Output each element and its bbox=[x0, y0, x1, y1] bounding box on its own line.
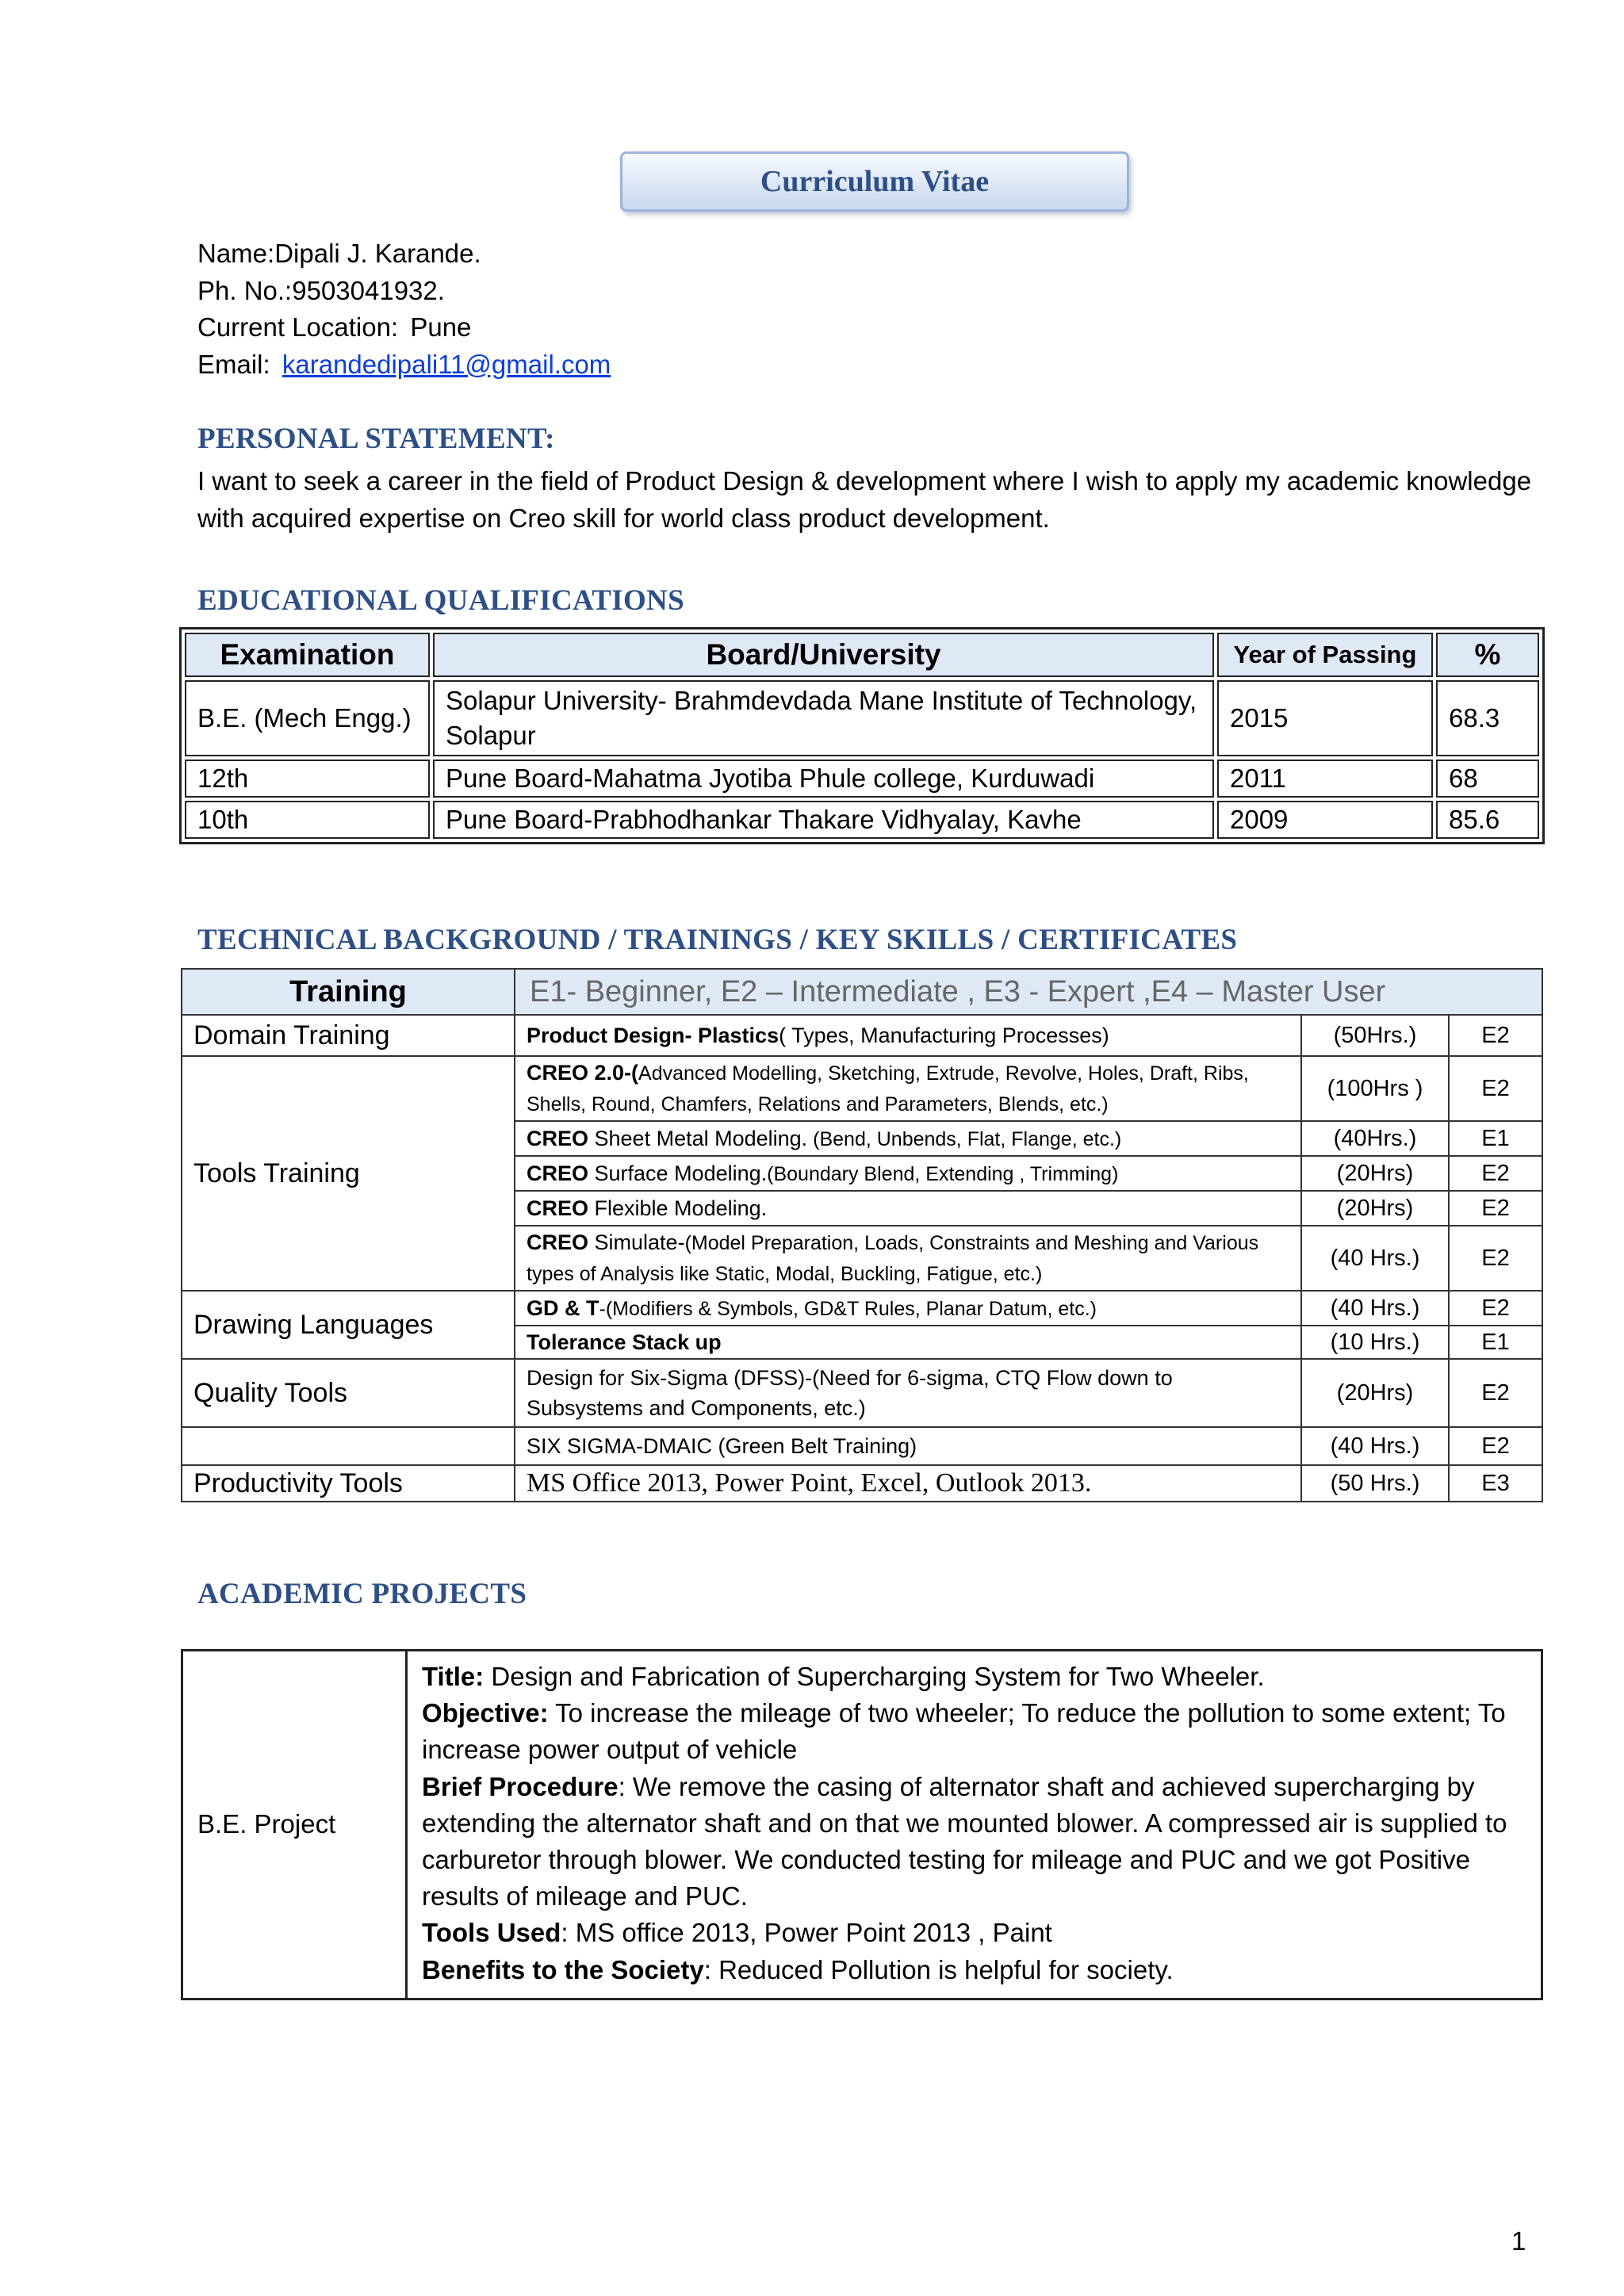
objective-label: Objective: bbox=[422, 1698, 549, 1728]
benefits-label: Benefits to the Society bbox=[422, 1954, 704, 1984]
skill-level: E1 bbox=[1450, 1326, 1543, 1360]
procedure-text: : We remove the casing of alternator shaft and achieved supercharging by extending the alternator shaft and on that we mounted blower. A compressed air is supplied to carburetor through blower. We conducted testing for mileage and PUC and we got Positive results of mileage and PUC. bbox=[422, 1771, 1507, 1911]
education-heading: EDUCATIONAL QUALIFICATIONS bbox=[197, 584, 684, 617]
header-examination: Examination bbox=[185, 633, 430, 677]
project-details bbox=[408, 1651, 1541, 1998]
title-text: Design and Fabrication of Supercharging System for Two Wheeler. bbox=[484, 1662, 1265, 1691]
category-tools: Tools Training bbox=[182, 1057, 515, 1292]
skill-rest: ( Types, Manufacturing Processes) bbox=[779, 1024, 1109, 1047]
contact-email-line bbox=[197, 346, 611, 384]
personal-statement-text: I want to seek a career in the field of Product Design & development where I wish to apply my academic knowledge with acquired expertise on Creo skill for world class product development. bbox=[197, 466, 1532, 533]
table-row bbox=[182, 1057, 1543, 1122]
skill-level: E1 bbox=[1450, 1122, 1543, 1157]
project-title-line bbox=[422, 1659, 1526, 1695]
skill-rest: Design for Six-Sigma (DFSS)-(Need for 6-sigma, CTQ Flow down to Subsystems and Components, etc.) bbox=[527, 1366, 1173, 1420]
personal-statement-heading: PERSONAL STATEMENT: bbox=[197, 423, 555, 455]
header-percent: % bbox=[1436, 633, 1539, 677]
skill-rest: SIX SIGMA-DMAIC (Green Belt Training) bbox=[527, 1434, 917, 1458]
objective-text: To increase the mileage of two wheeler; To reduce the pollution to some extent; To increase power output of vehicle bbox=[422, 1698, 1506, 1765]
contact-name-line bbox=[197, 235, 611, 273]
table-row bbox=[182, 1466, 1543, 1502]
skill-level: E2 bbox=[1450, 1057, 1543, 1122]
skill-level: E2 bbox=[1450, 1192, 1543, 1226]
skill-desc bbox=[515, 1016, 1302, 1057]
procedure-label: Brief Procedure bbox=[422, 1771, 619, 1801]
year-cell: 2015 bbox=[1217, 680, 1433, 756]
skill-level: E2 bbox=[1450, 1428, 1543, 1466]
table-row bbox=[185, 760, 1539, 798]
table-row bbox=[185, 680, 1539, 756]
percent-cell: 68.3 bbox=[1436, 680, 1539, 756]
skill-hours: (20Hrs) bbox=[1302, 1192, 1450, 1226]
exam-cell: 12th bbox=[185, 760, 430, 798]
technical-header-row bbox=[182, 970, 1543, 1016]
skill-level: E2 bbox=[1450, 1226, 1543, 1292]
skill-desc bbox=[515, 1326, 1302, 1360]
header-year: Year of Passing bbox=[1217, 633, 1433, 677]
category-quality: Quality Tools bbox=[182, 1360, 515, 1428]
skill-hours: (40 Hrs.) bbox=[1302, 1292, 1450, 1326]
skill-rest: Surface Modeling. bbox=[588, 1161, 768, 1185]
skill-level: E2 bbox=[1450, 1360, 1543, 1428]
category-domain: Domain Training bbox=[182, 1016, 515, 1057]
year-cell: 2011 bbox=[1217, 760, 1433, 798]
location-label: Current Location: bbox=[197, 312, 399, 342]
project-category: B.E. Project bbox=[183, 1651, 408, 1998]
skill-detail: (Model Preparation, Loads, Constraints and Meshing and Various types of Analysis like Static, Modal, Buckling, Fatigue, etc.) bbox=[527, 1232, 1259, 1285]
contact-location-line bbox=[197, 309, 611, 346]
percent-cell: 68 bbox=[1436, 760, 1539, 798]
skill-level: E3 bbox=[1450, 1466, 1543, 1502]
skill-desc bbox=[515, 1192, 1302, 1226]
skill-rest: Sheet Metal Modeling. bbox=[588, 1126, 808, 1150]
name-label: Name: bbox=[197, 239, 275, 268]
name-value: Dipali J. Karande. bbox=[274, 239, 481, 268]
header-levels: E1- Beginner, E2 – Intermediate , E3 - Expert ,E4 – Master User bbox=[515, 970, 1543, 1016]
skill-bold: Tolerance Stack up bbox=[527, 1330, 722, 1354]
technical-heading: TECHNICAL BACKGROUND / TRAININGS / KEY SKILLS / CERTIFICATES bbox=[197, 924, 1238, 956]
board-cell: Pune Board-Mahatma Jyotiba Phule college, Kurduwadi bbox=[433, 760, 1214, 798]
skill-desc bbox=[515, 1360, 1302, 1428]
skill-desc bbox=[515, 1226, 1302, 1292]
table-row bbox=[182, 1428, 1543, 1466]
skill-hours: (20Hrs) bbox=[1302, 1157, 1450, 1192]
header-board: Board/University bbox=[433, 633, 1214, 677]
table-row bbox=[182, 1360, 1543, 1428]
skill-rest: -(Modifiers & Symbols, GD&T Rules, Planar Datum, etc.) bbox=[599, 1297, 1097, 1320]
header-training: Training bbox=[182, 970, 515, 1016]
skill-detail: (Bend, Unbends, Flat, Flange, etc.) bbox=[807, 1127, 1122, 1150]
phone-label: Ph. No.: bbox=[197, 275, 293, 305]
skill-desc bbox=[515, 1292, 1302, 1326]
skill-level: E2 bbox=[1450, 1292, 1543, 1326]
projects-heading: ACADEMIC PROJECTS bbox=[197, 1578, 527, 1610]
project-objective-line bbox=[422, 1695, 1526, 1768]
technical-table bbox=[181, 968, 1543, 1502]
board-cell: Pune Board-Prabhodhankar Thakare Vidhyalay, Kavhe bbox=[433, 801, 1214, 839]
email-link[interactable]: karandedipali11@gmail.com bbox=[282, 349, 611, 379]
skill-rest: Flexible Modeling. bbox=[588, 1196, 768, 1220]
project-procedure-line bbox=[422, 1769, 1526, 1915]
board-cell: Solapur University- Brahmdevdada Mane Institute of Technology, Solapur bbox=[433, 680, 1214, 756]
category-productivity: Productivity Tools bbox=[182, 1466, 515, 1502]
exam-cell: B.E. (Mech Engg.) bbox=[185, 680, 430, 756]
cv-title-banner: Curriculum Vitae bbox=[620, 151, 1129, 212]
projects-table bbox=[181, 1649, 1543, 2000]
exam-cell: 10th bbox=[185, 801, 430, 839]
location-value: Pune bbox=[410, 312, 472, 342]
category-drawing: Drawing Languages bbox=[182, 1292, 515, 1360]
tools-text: : MS office 2013, Power Point 2013 , Paint bbox=[561, 1918, 1052, 1948]
skill-desc bbox=[515, 1428, 1302, 1466]
skill-detail: (Boundary Blend, Extending , Trimming) bbox=[767, 1162, 1119, 1185]
skill-hours: (50Hrs.) bbox=[1302, 1016, 1450, 1057]
skill-hours: (10 Hrs.) bbox=[1302, 1326, 1450, 1360]
skill-desc bbox=[515, 1122, 1302, 1157]
page-number: 1 bbox=[1511, 2226, 1526, 2256]
skill-bold: CREO bbox=[527, 1196, 589, 1220]
skill-bold: GD & T bbox=[527, 1295, 599, 1320]
contact-block bbox=[197, 235, 611, 383]
skill-hours: (40 Hrs.) bbox=[1302, 1428, 1450, 1466]
skill-level: E2 bbox=[1450, 1157, 1543, 1192]
education-header-row bbox=[185, 633, 1539, 677]
email-label: Email: bbox=[197, 349, 270, 379]
phone-value: 9503041932. bbox=[292, 275, 445, 305]
project-benefits-line bbox=[422, 1952, 1526, 1988]
skill-level: E2 bbox=[1450, 1016, 1543, 1057]
skill-bold: Product Design- Plastics bbox=[527, 1024, 779, 1047]
percent-cell: 85.6 bbox=[1436, 801, 1539, 839]
skill-hours: (50 Hrs.) bbox=[1302, 1466, 1450, 1502]
contact-phone-line bbox=[197, 273, 611, 310]
tools-label: Tools Used bbox=[422, 1918, 561, 1948]
skill-hours: (20Hrs) bbox=[1302, 1360, 1450, 1428]
year-cell: 2009 bbox=[1217, 801, 1433, 839]
skill-hours: (40Hrs.) bbox=[1302, 1122, 1450, 1157]
table-row bbox=[183, 1651, 1541, 1998]
skill-bold: CREO 2.0-( bbox=[527, 1061, 639, 1085]
skill-rest: MS Office 2013, Power Point, Excel, Outlook 2013. bbox=[527, 1468, 1092, 1498]
skill-desc bbox=[515, 1466, 1302, 1502]
education-table bbox=[179, 627, 1545, 844]
skill-desc bbox=[515, 1057, 1302, 1122]
project-tools-line bbox=[422, 1915, 1526, 1951]
skill-hours: (100Hrs ) bbox=[1302, 1057, 1450, 1122]
skill-rest: Advanced Modelling, Sketching, Extrude, Revolve, Holes, Draft, Ribs, Shells, Round, Chamfers, Relations and Parameters, Blends, etc.) bbox=[527, 1062, 1249, 1115]
skill-desc bbox=[515, 1157, 1302, 1192]
skill-bold: CREO bbox=[527, 1126, 589, 1150]
skill-bold: CREO bbox=[527, 1230, 589, 1254]
title-label: Title: bbox=[422, 1662, 485, 1691]
skill-hours: (40 Hrs.) bbox=[1302, 1226, 1450, 1292]
skill-bold: CREO bbox=[527, 1161, 589, 1185]
skill-rest: Simulate- bbox=[588, 1230, 685, 1254]
table-row bbox=[182, 1016, 1543, 1057]
table-row bbox=[185, 801, 1539, 839]
category-empty bbox=[182, 1428, 515, 1466]
table-row bbox=[182, 1292, 1543, 1326]
benefits-text: : Reduced Pollution is helpful for society. bbox=[703, 1954, 1174, 1984]
